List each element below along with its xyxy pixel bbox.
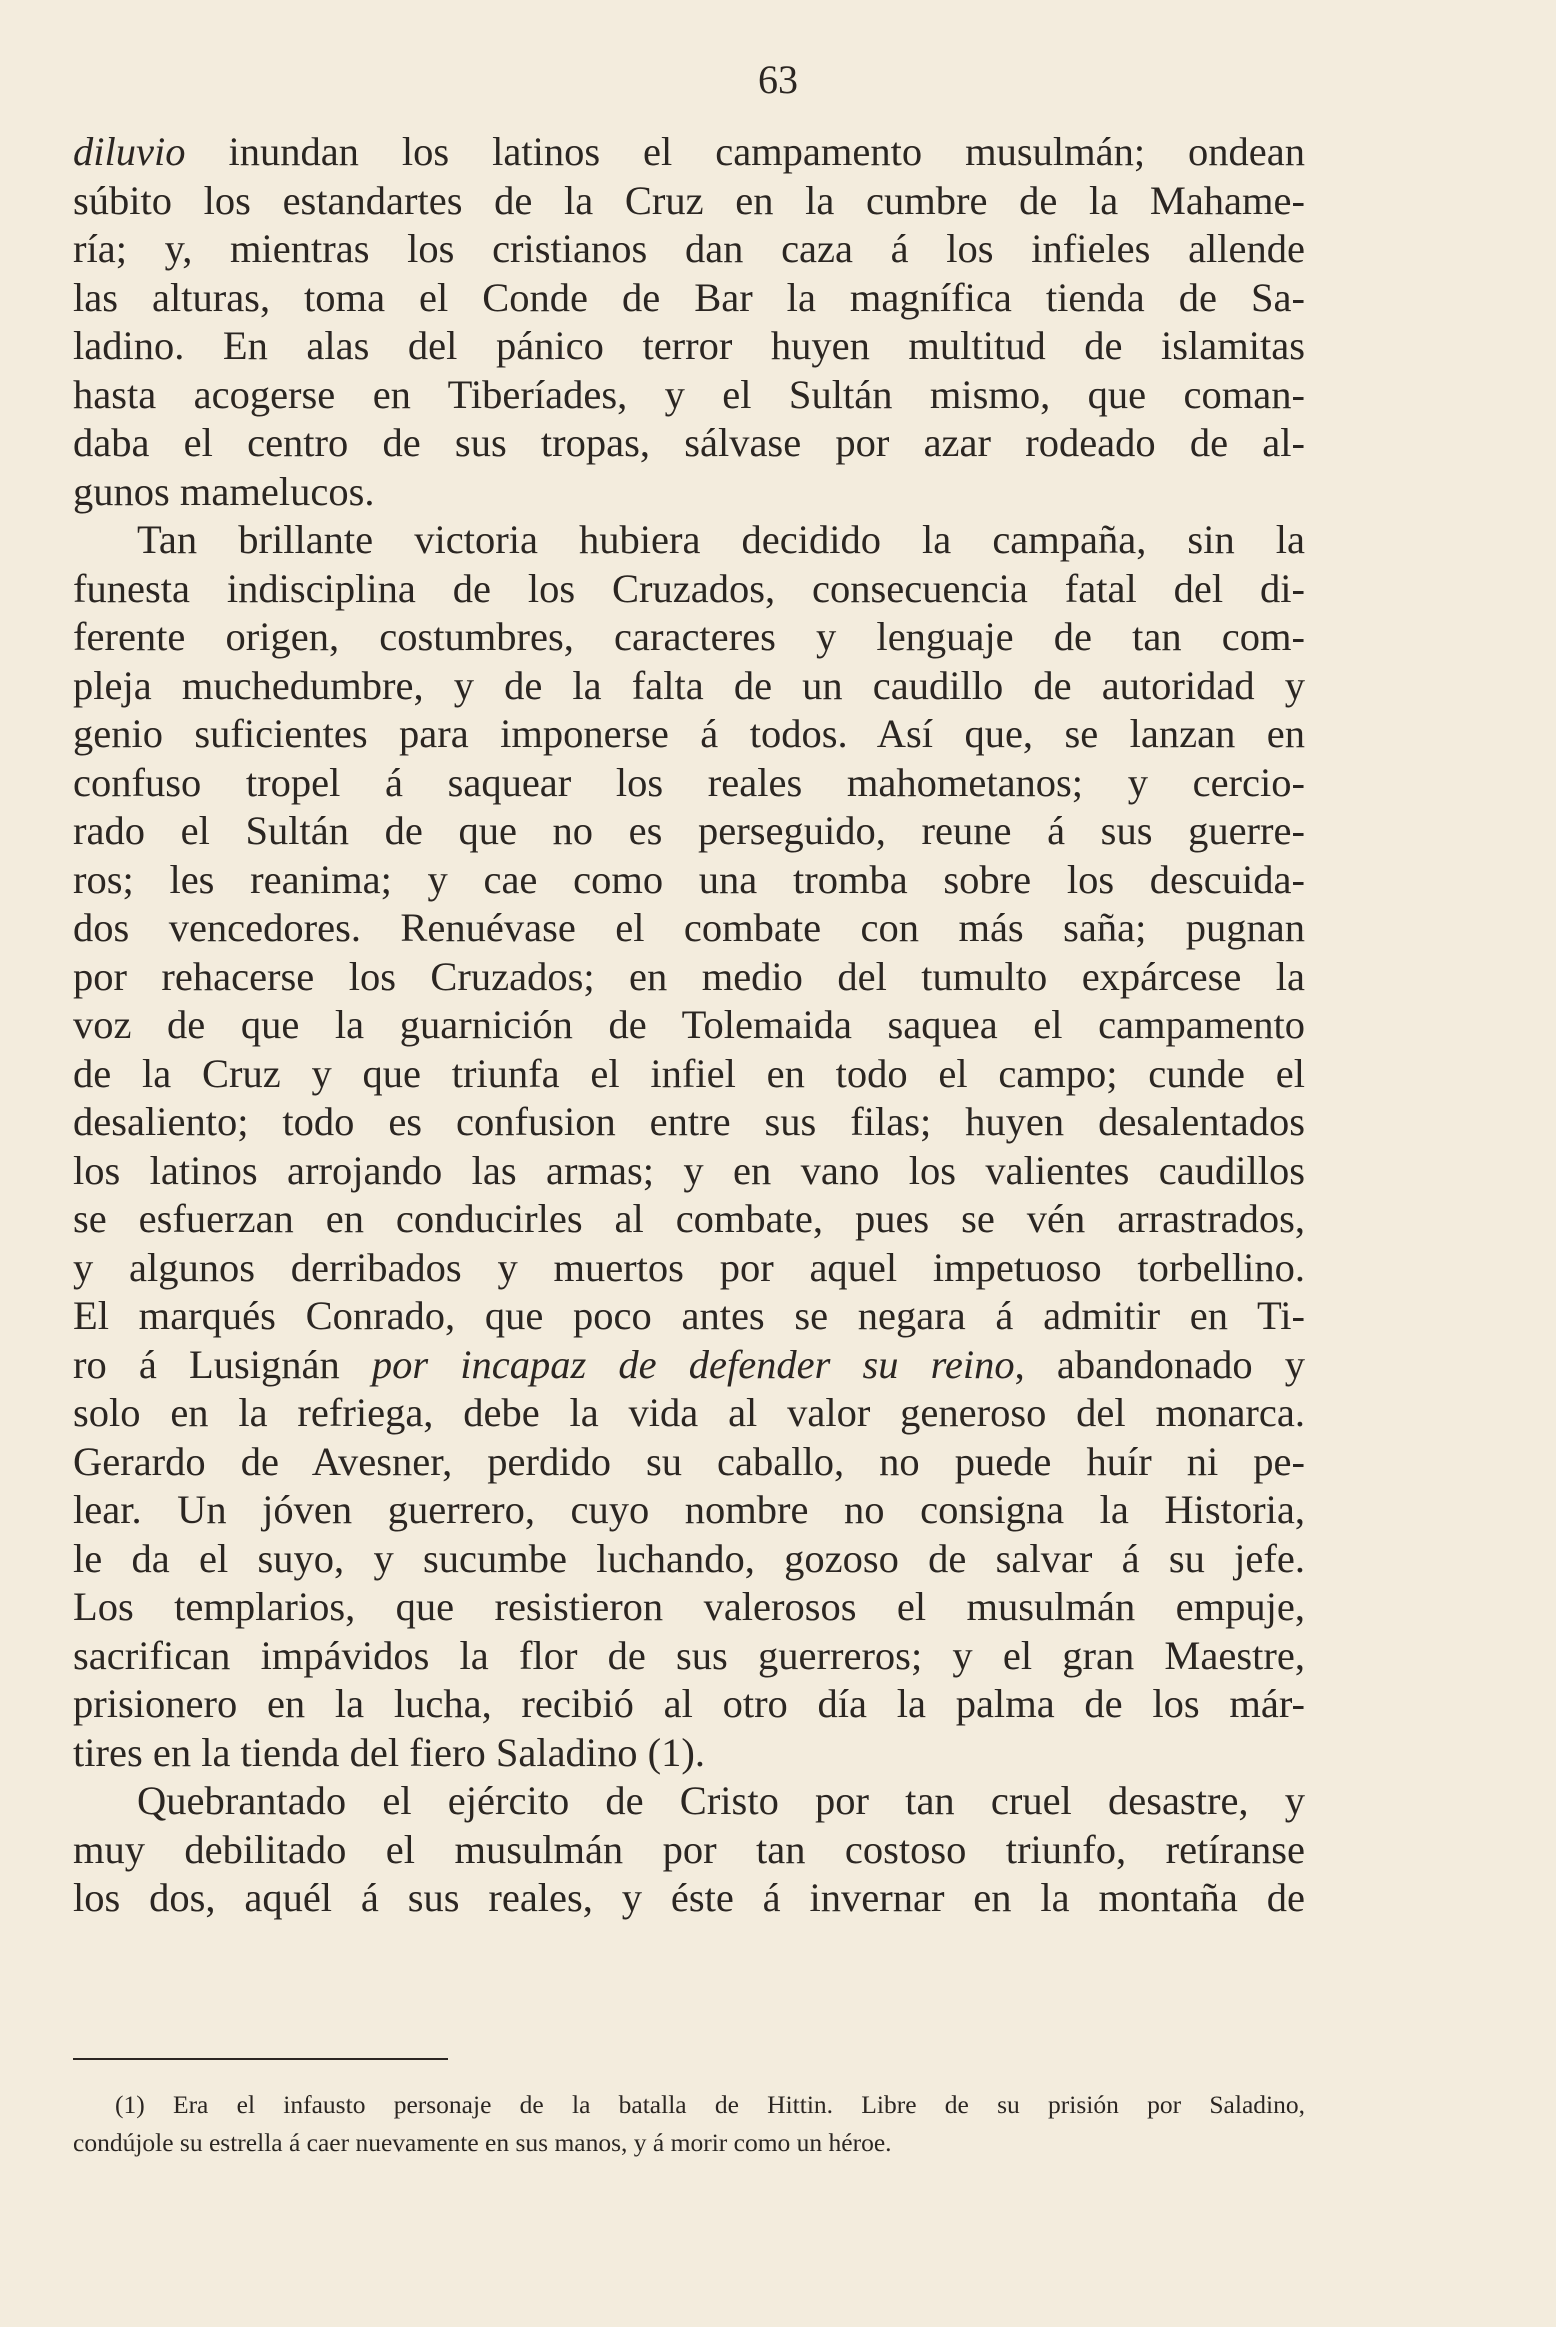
line-text: , abandonado y: [1014, 1341, 1305, 1387]
text-line: por rehacerse los Cruzados; en medio del tumulto expárcese la: [73, 953, 1305, 999]
text-line: rado el Sultán de que no es perseguido, reune á sus guerre-: [73, 808, 1305, 853]
text-line: solo en la refriega, debe la vida al valor generoso del monarca.: [73, 1390, 1305, 1435]
text-line: ferente origen, costumbres, caracteres y lenguaje de tan com-: [73, 614, 1305, 659]
line-text: ro á Lusignán: [73, 1341, 372, 1387]
text-line: El marqués Conrado, que poco antes se negara á admitir en Ti-: [73, 1293, 1305, 1338]
text-line: los latinos arrojando las armas; y en vano los valientes caudillos: [73, 1147, 1305, 1193]
text-line: ros; les reanima; y cae como una tromba sobre los descuida-: [73, 856, 1305, 902]
text-line: Los templarios, que resistieron valerosos el musulmán empuje,: [73, 1584, 1305, 1629]
text-line: prisionero en la lucha, recibió al otro día la palma de los már-: [73, 1681, 1305, 1726]
text-line: súbito los estandartes de la Cruz en la cumbre de la Mahame-: [73, 177, 1305, 223]
text-line: [73, 1341, 1305, 1390]
text-line: sacrifican impávidos la flor de sus guerreros; y el gran Maestre,: [73, 1632, 1305, 1678]
text-line: daba el centro de sus tropas, sálvase por azar rodeado de al-: [73, 420, 1305, 465]
paragraph-2: [73, 516, 1305, 1777]
text-line: ladino. En alas del pánico terror huyen multitud de islamitas: [73, 323, 1305, 368]
text-line: hasta acogerse en Tiberíades, y el Sultán mismo, que coman-: [73, 371, 1305, 417]
text-line: funesta indisciplina de los Cruzados, consecuencia fatal del di-: [73, 565, 1305, 611]
text-line: [73, 128, 1305, 177]
text-line: tires en la tienda del fiero Saladino (1).: [73, 1729, 706, 1775]
text-line: se esfuerzan en conducirles al combate, pues se vén arrastrados,: [73, 1196, 1305, 1241]
text-line: voz de que la guarnición de Tolemaida saquea el campamento: [73, 1002, 1305, 1047]
line-text: inundan los latinos el campamento musulmán; ondean: [185, 129, 1305, 174]
paragraph-1: [73, 128, 1305, 516]
italic-word: diluvio: [73, 129, 186, 174]
text-line: Quebrantado el ejército de Cristo por tan cruel desastre, y: [137, 1778, 1305, 1823]
italic-phrase: por incapaz de defender su reino: [371, 1341, 1015, 1387]
footnote: [73, 2086, 1305, 2162]
text-line: dos vencedores. Renuévase el combate con más saña; pugnan: [73, 905, 1305, 950]
footnote-line: (1) Era el infausto personaje de la batalla de Hittin. Libre de su prisión por Saladino,: [115, 2090, 1305, 2119]
text-line: desaliento; todo es confusion entre sus filas; huyen desalentados: [73, 1099, 1305, 1144]
text-line: y algunos derribados y muertos por aquel impetuoso torbellino.: [73, 1244, 1305, 1290]
text-line: Tan brillante victoria hubiera decidido la campaña, sin la: [137, 517, 1305, 562]
footnote-line: condújole su estrella á caer nuevamente en sus manos, y á morir como un héroe.: [73, 2128, 892, 2157]
text-line: confuso tropel á saquear los reales mahometanos; y cercio-: [73, 759, 1305, 805]
text-line: muy debilitado el musulmán por tan costoso triunfo, retíranse: [73, 1826, 1305, 1872]
text-line: Gerardo de Avesner, perdido su caballo, no puede huír ni pe-: [73, 1438, 1305, 1484]
paragraph-3: [73, 1777, 1305, 1923]
text-line: genio suficientes para imponerse á todos. Así que, se lanzan en: [73, 711, 1305, 756]
text-line: lear. Un jóven guerrero, cuyo nombre no consigna la Historia,: [73, 1487, 1305, 1532]
text-line: gunos mamelucos.: [73, 468, 375, 514]
text-line: de la Cruz y que triunfa el infiel en todo el campo; cunde el: [73, 1050, 1305, 1096]
body-text: [73, 128, 1305, 1923]
text-line: las alturas, toma el Conde de Bar la magnífica tienda de Sa-: [73, 274, 1305, 320]
text-line: le da el suyo, y sucumbe luchando, gozoso de salvar á su jefe.: [73, 1535, 1305, 1581]
text-line: los dos, aquél á sus reales, y éste á invernar en la montaña de: [73, 1875, 1305, 1920]
footnote-rule: [73, 2058, 448, 2060]
page-number: 63: [758, 57, 798, 102]
text-line: ría; y, mientras los cristianos dan caza á los infieles allende: [73, 226, 1305, 271]
text-line: pleja muchedumbre, y de la falta de un caudillo de autoridad y: [73, 662, 1305, 708]
